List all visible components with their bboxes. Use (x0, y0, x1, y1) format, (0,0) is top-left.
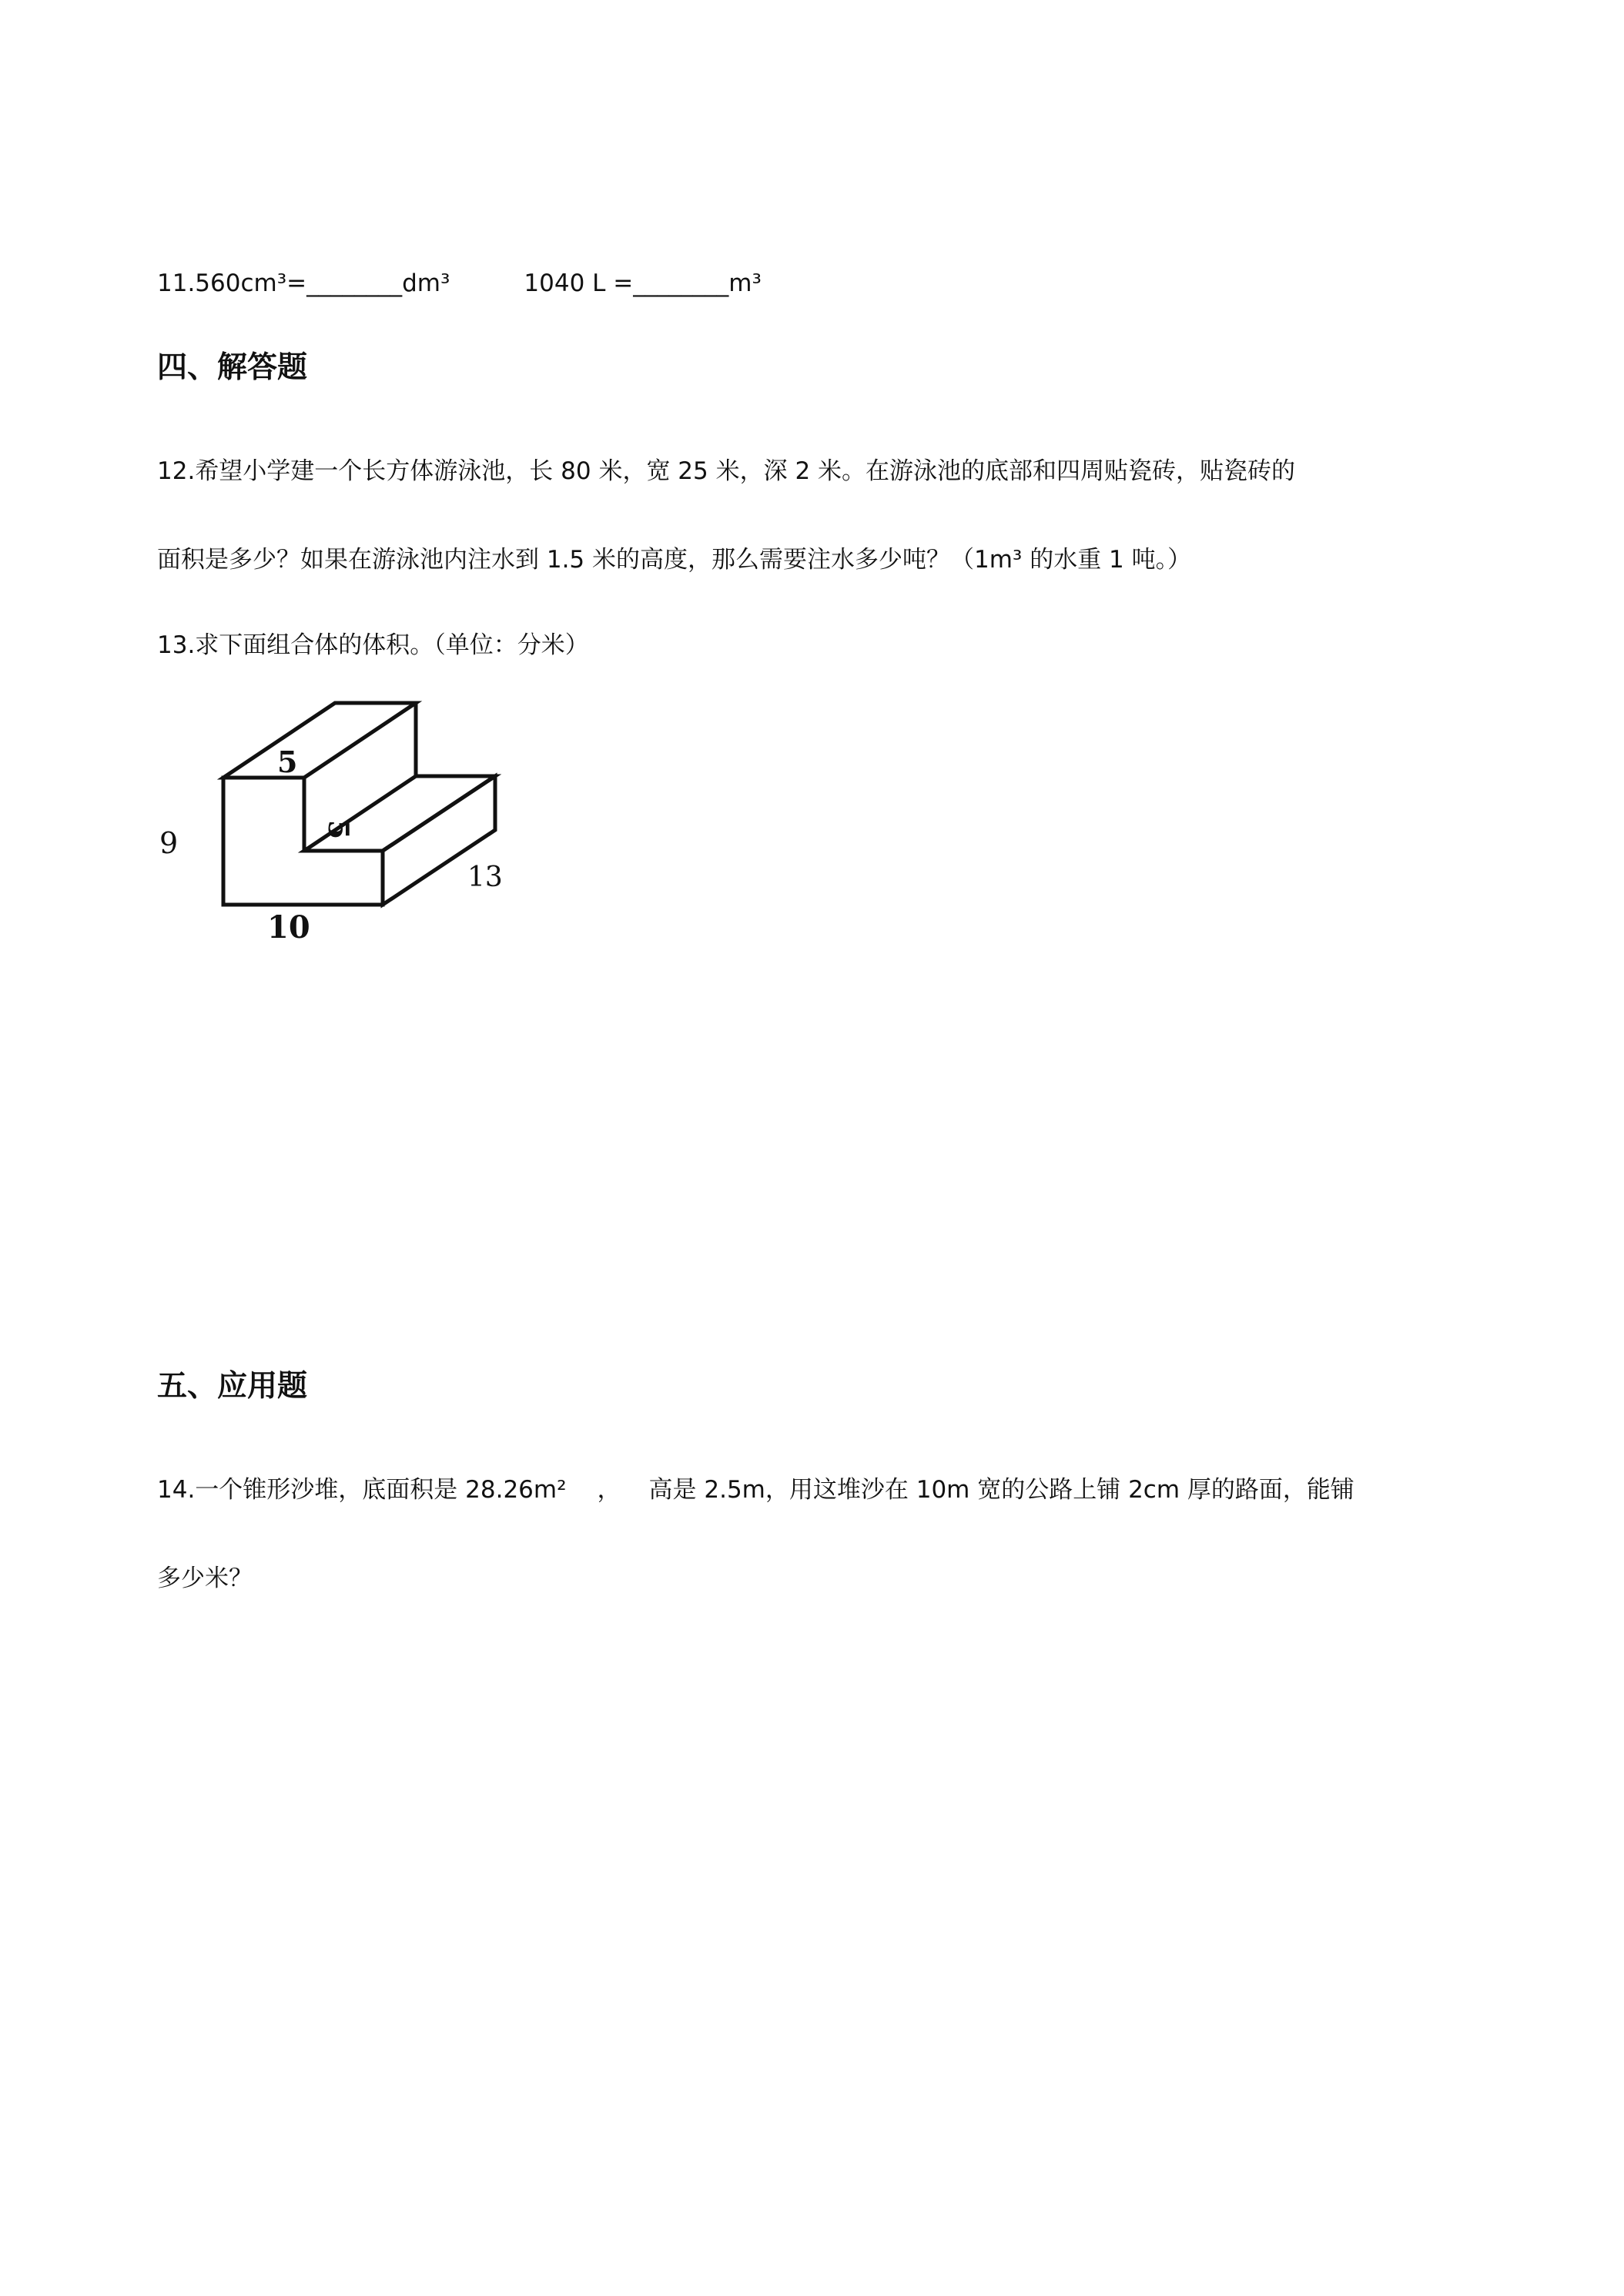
section-4-heading: 四、解答题 (157, 350, 308, 385)
q11-part2: 1040 L =________m³ (524, 269, 762, 297)
q14-line-2: 多少米？ (157, 1565, 253, 1592)
tall-block-top (223, 703, 416, 778)
composite-solid-svg (150, 681, 512, 947)
q14-line1-a: 14.一个锥形沙堆，底面积是 28.26m² (157, 1476, 567, 1504)
label-height: 9 (159, 826, 179, 860)
q14-line1-b: ， (597, 1476, 621, 1504)
q12-line-2: 面积是多少？如果在游泳池内注水到 1.5 米的高度，那么需要注水多少吨？（1m³ 的水重 1 吨。） (157, 546, 1192, 574)
q14-line-1 (157, 1473, 1354, 1507)
composite-solid-figure (150, 681, 512, 947)
q14-line1-c: 高是 2.5m，用这堆沙在 10m 宽的公路上铺 2cm 厚的路面，能铺 (648, 1476, 1354, 1504)
question-13: 13.求下面组合体的体积。（单位：分米） (157, 631, 589, 659)
label-width: 13 (467, 862, 503, 893)
section-5-heading: 五、应用题 (157, 1369, 308, 1404)
question-11 (157, 266, 762, 300)
label-step-height: 5 (322, 820, 354, 840)
label-top-depth: 5 (277, 745, 298, 779)
q12-line-1: 12.希望小学建一个长方体游泳池，长 80 米，宽 25 米，深 2 米。在游泳池的底部和四周贴瓷砖，贴瓷砖的 (157, 457, 1296, 485)
q11-part1: 11.560cm³=________dm³ (157, 269, 450, 297)
label-length: 10 (267, 909, 310, 946)
